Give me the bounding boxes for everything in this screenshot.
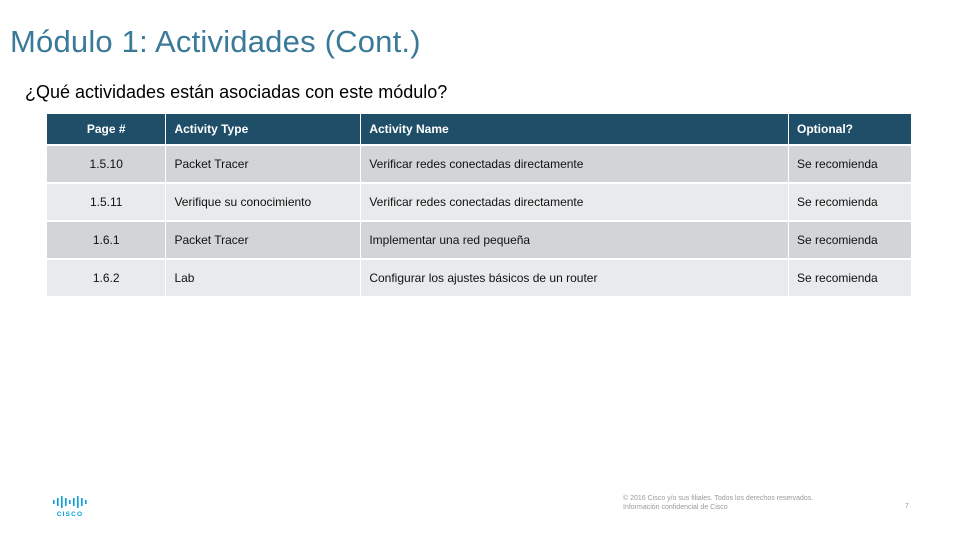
header-activity-name: Activity Name [361, 114, 789, 145]
cell-page-number: 1.5.10 [47, 145, 166, 183]
cell-activity-name: Implementar una red pequeña [361, 221, 789, 259]
cell-optional: Se recomienda [789, 183, 912, 221]
copyright-line-1: © 2016 Cisco y/o sus filiales. Todos los derechos reservados. [623, 495, 814, 502]
activities-table [47, 114, 912, 296]
cisco-logo-text: CISCO [56, 511, 84, 518]
cisco-logo [51, 494, 91, 518]
header-page-number: Page # [47, 114, 166, 145]
copyright-line-2: Información confidencial de Cisco [623, 504, 728, 511]
table-row [47, 221, 912, 259]
header-activity-type: Activity Type [166, 114, 361, 145]
copyright-notice [623, 494, 813, 512]
page-number: 7 [905, 503, 909, 510]
cell-activity-type: Lab [166, 259, 361, 296]
cell-page-number: 1.5.11 [47, 183, 166, 221]
cell-activity-type: Verifique su conocimiento [166, 183, 361, 221]
cell-optional: Se recomienda [789, 259, 912, 296]
slide-title: Módulo 1: Actividades (Cont.) [10, 24, 421, 59]
cell-activity-name: Verificar redes conectadas directamente [361, 145, 789, 183]
cell-page-number: 1.6.1 [47, 221, 166, 259]
cell-optional: Se recomienda [789, 145, 912, 183]
cell-optional: Se recomienda [789, 221, 912, 259]
slide-subtitle: ¿Qué actividades están asociadas con este módulo? [25, 82, 448, 102]
cell-activity-type: Packet Tracer [166, 145, 361, 183]
table-row [47, 183, 912, 221]
header-optional: Optional? [789, 114, 912, 145]
cell-activity-name: Configurar los ajustes básicos de un router [361, 259, 789, 296]
table-row [47, 259, 912, 296]
table-row [47, 145, 912, 183]
cell-page-number: 1.6.2 [47, 259, 166, 296]
cell-activity-type: Packet Tracer [166, 221, 361, 259]
table-header-row [47, 114, 912, 145]
cell-activity-name: Verificar redes conectadas directamente [361, 183, 789, 221]
